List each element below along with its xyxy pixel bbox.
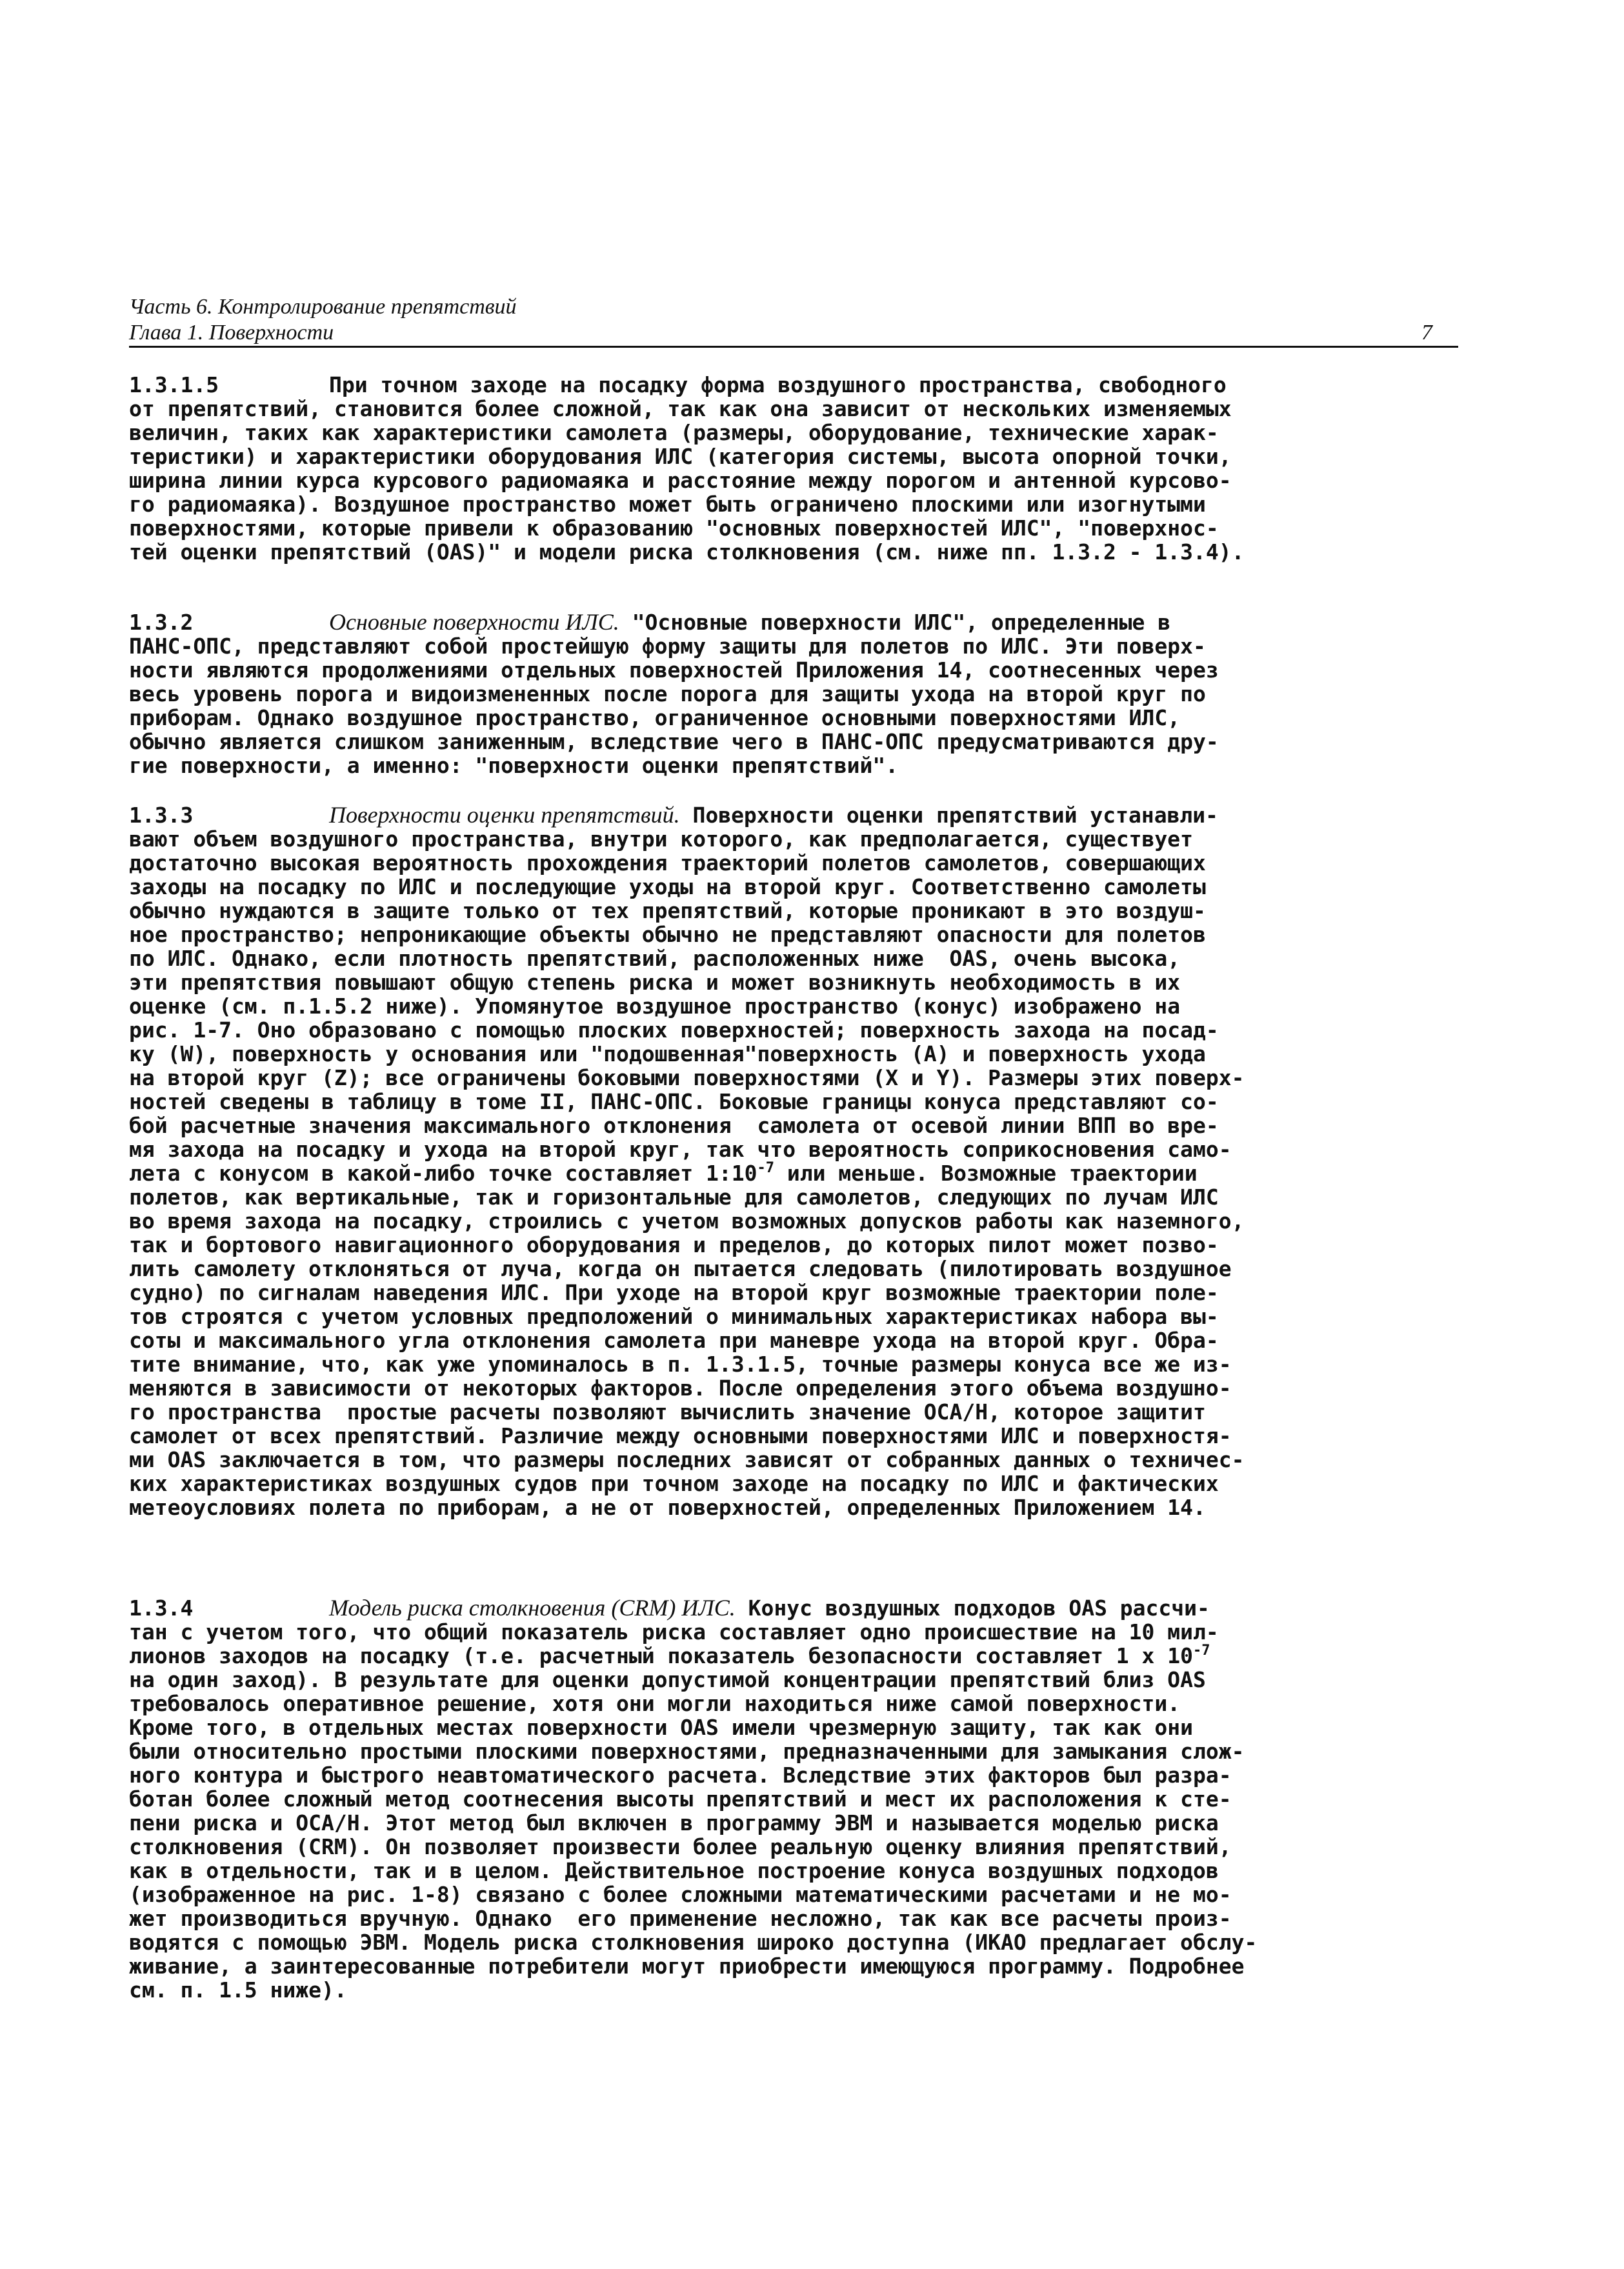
text-run: ности являются продолжениями отдельных поверхностей Приложения 14, соотнесенных через <box>129 657 1219 683</box>
text-run: пени риска и OCA/H. Этот метод был включен в программу ЭВМ и называется моделью риска <box>129 1810 1219 1835</box>
text-line <box>129 1281 1465 1304</box>
text-run: вают объем воздушного пространства, внутри которого, как предполагается, существует <box>129 826 1194 852</box>
text-run: приборам. Однако воздушное пространство, ограниченное основными поверхностями ИЛС, <box>129 705 1181 730</box>
text-line <box>129 1233 1465 1257</box>
paragraph-1-3-1-5 <box>129 373 1465 564</box>
text-run: ное пространство; непроникающие объекты обычно не представляют опасности для полетов <box>129 922 1206 947</box>
paragraph-heading: Модель риска столкновения (CRM) ИЛС. <box>329 1595 736 1621</box>
text-line <box>129 658 1465 682</box>
text-line <box>129 970 1465 994</box>
text-line <box>129 1811 1465 1835</box>
text-run: (изображенное на рис. 1-8) связано с более сложными математическими расчетами и не мо- <box>129 1882 1232 1907</box>
text-run: мя захода на посадку и ухода на второй круг, так что вероятность соприкосновения само- <box>129 1137 1232 1162</box>
text-run: метеоусловиях полета по приборам, а не от поверхностей, определенных Приложением 14. <box>129 1495 1206 1520</box>
text-line <box>129 1018 1465 1042</box>
text-line <box>129 1596 1465 1620</box>
text-line <box>129 1835 1465 1859</box>
text-line <box>129 1859 1465 1883</box>
text-run: во время захода на посадку, строились с учетом возможных допусков работы как наземного, <box>129 1208 1245 1234</box>
text-line <box>129 516 1465 540</box>
text-line <box>129 1930 1465 1954</box>
chapter-title: Глава 1. Поверхности <box>129 321 334 345</box>
text-run: полетов, как вертикальные, так и горизонтальные для самолетов, следующих по лучам ИЛС <box>129 1184 1219 1210</box>
text-line <box>129 875 1465 899</box>
text-line <box>129 946 1465 970</box>
text-run: рис. 1-7. Оно образовано с помощью плоских поверхностей; поверхность захода на посад- <box>129 1017 1219 1043</box>
text-run: эти препятствия повышают общую степень риска и может возникнуть необходимость в их <box>129 970 1181 995</box>
text-line <box>129 706 1465 730</box>
text-line <box>129 1978 1465 2002</box>
text-run: меняются в зависимости от некоторых факторов. После определения этого объема воздушно- <box>129 1375 1232 1401</box>
text-run: При точном заходе на посадку форма воздушного пространства, свободного <box>329 372 1227 397</box>
text-run: бой расчетные значения максимального отклонения самолета от осевой линии ВПП во вре- <box>129 1113 1219 1138</box>
text-line <box>129 1376 1465 1400</box>
paragraph-1-3-2 <box>129 610 1465 777</box>
text-run: самолет от всех препятствий. Различие между основными поверхностями ИЛС и поверхностя- <box>129 1423 1232 1448</box>
superscript: -7 <box>757 1160 775 1176</box>
text-line <box>129 1257 1465 1281</box>
text-line <box>129 1668 1465 1692</box>
running-header-chapter <box>129 320 1458 348</box>
text-run: весь уровень порога и видоизмененных после порога для защиты ухода на второй круг по <box>129 681 1206 706</box>
text-line <box>129 1066 1465 1090</box>
text-line <box>129 827 1465 851</box>
text-run: теристики) и характеристики оборудования ИЛС (категория системы, высота опорной точки, <box>129 444 1232 469</box>
text-line <box>129 1185 1465 1209</box>
text-line <box>129 421 1465 445</box>
text-run: так и бортового навигационного оборудования и пределов, до которых пилот может позво- <box>129 1232 1219 1257</box>
text-run: тов строятся с учетом условных предположений о минимальных характеристиках набора вы- <box>129 1304 1219 1329</box>
text-line <box>129 397 1465 421</box>
text-run: го пространства простые расчеты позволяют вычислить значение OCA/H, которое защитит <box>129 1399 1206 1424</box>
text-line <box>129 851 1465 875</box>
text-line <box>129 1304 1465 1328</box>
text-run: тей оценки препятствий (OAS)" и модели риска столкновения (см. ниже пп. 1.3.2 - 1.3.4). <box>129 539 1245 565</box>
text-run: ботан более сложный метод соотнесения высоты препятствий и мест их расположения к сте- <box>129 1786 1232 1812</box>
paragraph-number: 1.3.3 <box>129 803 194 828</box>
text-run: достаточно высокая вероятность прохождения траекторий полетов самолетов, совершающих <box>129 850 1206 875</box>
text-run: живание, а заинтересованные потребители могут приобрести имеющуюся программу. Подробнее <box>129 1954 1245 1979</box>
text-line <box>129 1472 1465 1495</box>
text-run: ностей сведены в таблицу в томе II, ПАНС-ОПС. Боковые границы конуса представляют со- <box>129 1089 1219 1114</box>
text-run: обычно является слишком заниженным, вследствие чего в ПАНС-ОПС предусматриваются дру- <box>129 729 1219 754</box>
text-run: поверхностями, которые привели к образованию "основных поверхностей ИЛС", "поверхнос- <box>129 515 1219 541</box>
text-line <box>129 1137 1465 1161</box>
text-run: водятся с помощью ЭВМ. Модель риска столкновения широко доступна (ИКАО предлагает обслу- <box>129 1930 1258 1955</box>
paragraph-number: 1.3.2 <box>129 610 194 635</box>
text-line <box>129 899 1465 923</box>
running-header-part: Часть 6. Контролирование препятствий <box>129 295 517 319</box>
text-line <box>129 1495 1465 1519</box>
text-line <box>129 1715 1465 1739</box>
text-run: ширина линии курса курсового радиомаяка и расстояние между порогом и антенной курсово- <box>129 468 1232 493</box>
text-run: тите внимание, что, как уже упоминалось в п. 1.3.1.5, точные размеры конуса все же из- <box>129 1352 1232 1377</box>
text-line <box>129 803 1465 827</box>
text-run: заходы на посадку по ИЛС и последующие уходы на второй круг. Соответственно самолеты <box>129 874 1206 899</box>
page-number: 7 <box>1421 321 1432 345</box>
text-line <box>129 1161 1465 1185</box>
text-line <box>129 445 1465 468</box>
text-run: как в отдельности, так и в целом. Действительное построение конуса воздушных подходов <box>129 1858 1219 1883</box>
paragraph-heading: Основные поверхности ИЛС. <box>329 609 619 635</box>
text-run: по ИЛС. Однако, если плотность препятствий, расположенных ниже OAS, очень высока, <box>129 946 1181 971</box>
text-run: столкновения (CRM). Он позволяет произвести более реальную оценку влияния препятствий, <box>129 1834 1232 1859</box>
text-run: го радиомаяка). Воздушное пространство может быть ограничено плоскими или изогнутыми <box>129 492 1206 517</box>
text-run: лионов заходов на посадку (т.е. расчетный показатель безопасности составляет 1 x 10 <box>129 1643 1194 1668</box>
text-run: требовалось оперативное решение, хотя они могли находиться ниже самой поверхности. <box>129 1691 1181 1716</box>
text-run: "Основные поверхности ИЛС", определенные в <box>619 610 1171 635</box>
text-line <box>129 1090 1465 1114</box>
text-run: см. п. 1.5 ниже). <box>129 1977 347 2003</box>
text-run: или меньше. Возможные траектории <box>774 1161 1198 1186</box>
text-run: ного контура и быстрого неавтоматического расчета. Вследствие этих факторов был разра- <box>129 1763 1232 1788</box>
text-line <box>129 373 1465 397</box>
text-line <box>129 754 1465 777</box>
text-line <box>129 1906 1465 1930</box>
text-line <box>129 1400 1465 1424</box>
text-line <box>129 1644 1465 1668</box>
text-line <box>129 1692 1465 1715</box>
text-line <box>129 1620 1465 1644</box>
text-run: лета с конусом в какой-либо точке составляет 1:10 <box>129 1161 757 1186</box>
text-line <box>129 682 1465 706</box>
paragraph-number: 1.3.4 <box>129 1595 194 1621</box>
text-run: Кроме того, в отдельных местах поверхности OAS имели чрезмерную защиту, так как они <box>129 1715 1194 1740</box>
text-run: судно) по сигналам наведения ИЛС. При уходе на второй круг возможные траектории поле- <box>129 1280 1219 1305</box>
superscript: -7 <box>1193 1643 1210 1659</box>
text-run: ми OAS заключается в том, что размеры последних зависят от собранных данных о техничес- <box>129 1447 1245 1472</box>
text-run: обычно нуждаются в защите только от тех препятствий, которые проникают в это воздуш- <box>129 898 1206 923</box>
paragraph-1-3-3 <box>129 803 1465 1519</box>
text-line <box>129 1787 1465 1811</box>
text-run: оценке (см. п.1.5.2 ниже). Упомянутое воздушное пространство (конус) изображено на <box>129 994 1181 1019</box>
text-run: величин, таких как характеристики самолета (размеры, оборудование, технические харак- <box>129 420 1219 445</box>
text-run: жет производиться вручную. Однако его применение несложно, так как все расчеты произ- <box>129 1906 1232 1931</box>
text-line <box>129 1042 1465 1066</box>
text-run: тан с учетом того, что общий показатель риска составляет одно происшествие на 10 мил- <box>129 1619 1219 1644</box>
text-line <box>129 1739 1465 1763</box>
text-line <box>129 923 1465 946</box>
text-line <box>129 468 1465 492</box>
text-line <box>129 610 1465 634</box>
text-line <box>129 1424 1465 1448</box>
text-line <box>129 1352 1465 1376</box>
text-run: Конус воздушных подходов OAS рассчи- <box>735 1595 1210 1621</box>
text-run: на один заход). В результате для оценки допустимой концентрации препятствий близ OAS <box>129 1667 1206 1692</box>
text-run: от препятствий, становится более сложной, так как она зависит от нескольких изменяемых <box>129 396 1232 421</box>
text-run: Поверхности оценки препятствий устанавли- <box>679 803 1219 828</box>
text-line <box>129 1448 1465 1472</box>
paragraph-1-3-4 <box>129 1596 1465 2002</box>
text-run: лить самолету отклоняться от луча, когда он пытается следовать (пилотировать воздушное <box>129 1256 1232 1281</box>
text-line <box>129 1763 1465 1787</box>
paragraph-heading: Поверхности оценки препятствий. <box>329 802 680 828</box>
text-line <box>129 1209 1465 1233</box>
text-line <box>129 540 1465 564</box>
text-line <box>129 1114 1465 1137</box>
text-line <box>129 1883 1465 1906</box>
text-line <box>129 1954 1465 1978</box>
text-line <box>129 1328 1465 1352</box>
paragraph-number: 1.3.1.5 <box>129 372 219 397</box>
text-run: соты и максимального угла отклонения самолета при маневре ухода на второй круг. Обра- <box>129 1328 1219 1353</box>
text-line <box>129 730 1465 754</box>
text-run: были относительно простыми плоскими поверхностями, предназначенными для замыкания слож- <box>129 1739 1245 1764</box>
text-run: гие поверхности, а именно: "поверхности оценки препятствий". <box>129 753 899 778</box>
text-run: ку (W), поверхность у основания или "подошвенная"поверхность (A) и поверхность ухода <box>129 1041 1206 1066</box>
text-run: ких характеристиках воздушных судов при точном заходе на посадку по ИЛС и фактических <box>129 1471 1219 1496</box>
text-run: на второй круг (Z); все ограничены боковыми поверхностями (X и Y). Размеры этих поверх- <box>129 1065 1245 1090</box>
text-line <box>129 634 1465 658</box>
text-line <box>129 994 1465 1018</box>
text-line <box>129 492 1465 516</box>
text-run: ПАНС-ОПС, представляют собой простейшую форму защиты для полетов по ИЛС. Эти поверх- <box>129 634 1206 659</box>
